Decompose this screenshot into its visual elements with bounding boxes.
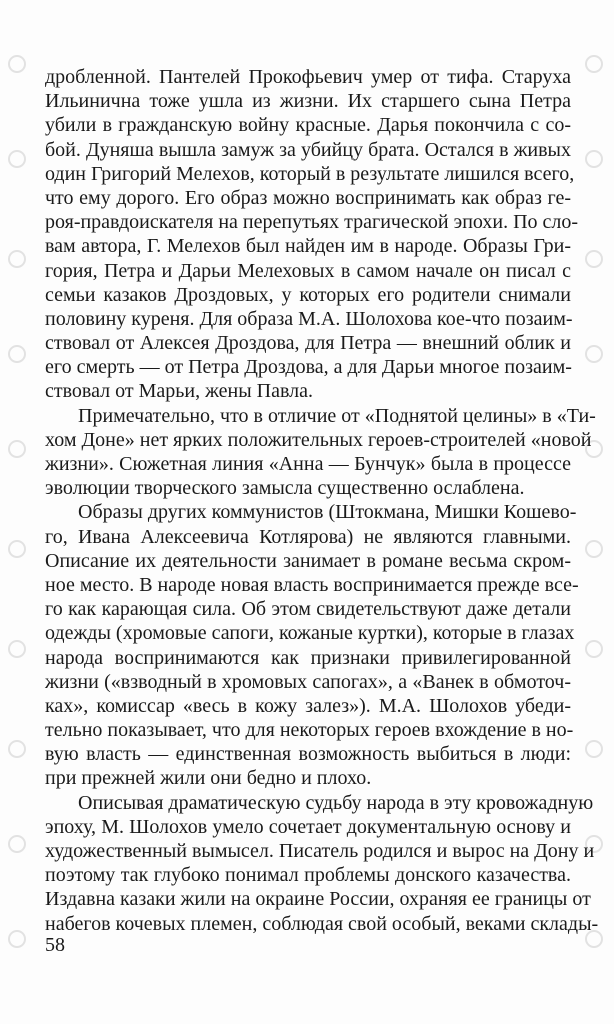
paragraph xyxy=(45,500,579,790)
text-line: ках», комиссар «весь в кожу залез»). М.А. Шолохов убеди- xyxy=(45,694,571,717)
watermark-circle-icon xyxy=(585,250,603,268)
watermark-circle-icon xyxy=(8,150,26,168)
text-line: ствовал от Марьи, жены Павла. xyxy=(45,380,314,403)
text-line: художественный вымысел. Писатель родился и вырос на Дону и xyxy=(45,840,595,862)
text-line: Описывая драматическую судьбу народа в эту кровожадную xyxy=(78,791,594,814)
text-line: при прежней жили они бедно и плохо. xyxy=(45,767,372,790)
text-line: тельно показывает, что для некоторых героев вхождение в но- xyxy=(45,719,574,742)
text-line: поэтому так глубоко понимал проблемы донского казачества. xyxy=(45,864,571,887)
paragraph xyxy=(45,791,599,936)
watermark-circle-icon xyxy=(8,440,26,458)
text-line: что ему дорого. Его образ можно воспринимать как образ ге- xyxy=(45,186,571,209)
text-line: дробленной. Пантелей Прокофьевич умер от тифа. Старуха xyxy=(45,66,571,88)
text-line: семьи казаков Дроздовых, у которых его родители снимали xyxy=(45,283,571,306)
text-line: его смерть — от Петра Дроздова, а для Дарьи многое позаим- xyxy=(45,356,572,379)
text-line: гория, Петра и Дарьи Мелеховых в самом начале он писал с xyxy=(45,259,571,282)
text-line: вую власть — единственная возможность выбиться в люди: xyxy=(45,743,571,766)
text-line: Ильинична тоже ушла из жизни. Их старшего сына Петра xyxy=(45,90,571,113)
watermark-circle-icon xyxy=(8,250,26,268)
watermark-circle-icon xyxy=(585,540,603,558)
text-line: Описание их деятельности занимает в романе весьма скром- xyxy=(45,549,571,572)
text-line: Примечательно, что в отличие от «Поднятой целины» в «Ти- xyxy=(78,404,596,427)
text-line: жизни («взводный в хромовых сапогах», а «Ванек в обмоточ- xyxy=(45,670,571,693)
paragraph xyxy=(45,65,579,404)
text-line: эпоху, М. Шолохов умело сочетает документальную основу и xyxy=(45,815,571,838)
watermark-circle-icon xyxy=(8,640,26,658)
text-line: бой. Дуняша вышла замуж за убийцу брата. Остался в живых xyxy=(45,138,571,161)
page-body-text xyxy=(45,65,599,936)
watermark-circle-icon xyxy=(585,740,603,758)
watermark-circle-icon xyxy=(8,345,26,363)
text-line: ное место. В народе новая власть воспринимается прежде все- xyxy=(45,573,579,596)
watermark-circle-icon xyxy=(585,345,603,363)
text-line: роя-правдоискателя на перепутьях трагической эпохи. По сло- xyxy=(45,211,579,234)
text-line: го как карающая сила. Об этом свидетельствуют даже детали xyxy=(45,598,571,621)
paragraph xyxy=(45,404,596,501)
watermark-circle-icon xyxy=(585,55,603,73)
watermark-circle-icon xyxy=(8,740,26,758)
watermark-circle-icon xyxy=(8,55,26,73)
text-line: Издавна казаки жили на окраине России, охраняя ее границы от xyxy=(45,888,591,911)
text-line: Образы других коммунистов (Штокмана, Мишки Кошево- xyxy=(78,501,577,524)
page-number: 58 xyxy=(45,934,65,956)
text-line: набегов кочевых племен, соблюдая свой особый, веками склады- xyxy=(45,912,599,935)
text-line: ствовал от Алексея Дроздова, для Петра — внешний облик и xyxy=(45,332,571,355)
watermark-circle-icon xyxy=(8,930,26,948)
text-line: вам автора, Г. Мелехов был найден им в народе. Образы Гри- xyxy=(45,235,571,258)
text-line: одежды (хромовые сапоги, кожаные куртки), которые в глазах xyxy=(45,622,575,645)
watermark-circle-icon xyxy=(8,835,26,853)
text-line: один Григорий Мелехов, который в результате лишился всего, xyxy=(45,162,575,185)
watermark-circle-icon xyxy=(8,540,26,558)
text-line: убили в гражданскую войну красные. Дарья покончила с со- xyxy=(45,114,571,137)
watermark-circle-icon xyxy=(585,150,603,168)
text-line: хом Доне» нет ярких положительных героев-строителей «новой xyxy=(45,428,592,451)
text-line: половину куреня. Для образа М.А. Шолохова кое-что позаим- xyxy=(45,307,573,330)
text-line: го, Ивана Алексеевича Котлярова) не являются главными. xyxy=(45,525,571,548)
text-line: народа воспринимаются как признаки привилегированной xyxy=(45,646,571,669)
watermark-circle-icon xyxy=(585,640,603,658)
text-line: эволюции творческого замысла существенно ослаблена. xyxy=(45,477,525,500)
text-line: жизни». Сюжетная линия «Анна — Бунчук» была в процессе xyxy=(45,453,571,475)
